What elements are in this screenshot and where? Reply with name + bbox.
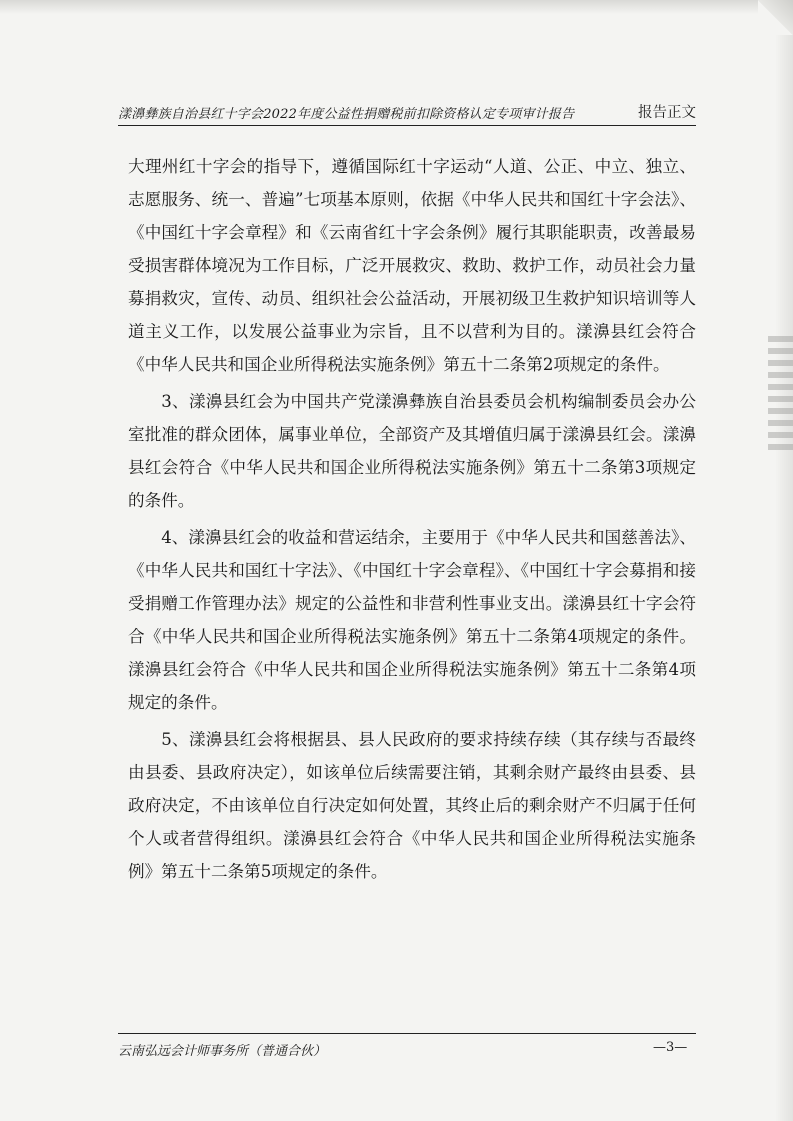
- section-label: 报告正文: [638, 105, 696, 121]
- page-corner-fold: [758, 0, 793, 35]
- page-header: [118, 101, 696, 123]
- scan-right-edge: [775, 0, 793, 1121]
- report-body: [128, 150, 696, 888]
- paragraph-item-4: 4、漾濞县红会的收益和营运结余，主要用于《中华人民共和国慈善法》、《中华人民共和国红十字法》、《中国红十字会章程》、《中国红十字会募捐和接受捐赠工作管理办法》规定的公益性和非营利性事业支出。漾濞县红十字会符合《中华人民共和国企业所得税法实施条例》第五十二条第4项规定的条件。漾濞县红会符合《中华人民共和国企业所得税法实施条例》第五十二条第4项规定的条件。: [128, 528, 696, 712]
- footer-divider: [118, 1033, 696, 1034]
- paragraph-item-5: 5、漾濞县红会将根据县、县人民政府的要求持续存续（其存续与否最终由县委、县政府决定），如该单位后续需要注销，其剩余财产最终由县委、县政府决定，不由该单位自行决定如何处置，其终止后的剩余财产不归属于任何个人或者营得组织。漾濞县红会符合《中华人民共和国企业所得税法实施条例》第五十二条第5项规定的条件。: [128, 730, 696, 881]
- paragraph-item-3: 3、漾濞县红会为中国共产党漾濞彝族自治县委员会机构编制委员会办公室批准的群众团体，属事业单位，全部资产及其增值归属于漾濞县红会。漾濞县红会符合《中华人民共和国企业所得税法实施条例》第五十二条第3项规定的条件。: [128, 392, 696, 510]
- scan-top-edge: [0, 0, 793, 14]
- header-divider: [118, 125, 696, 126]
- report-title: 漾濞彝族自治县红十字会2022年度公益性捐赠税前扣除资格认定专项审计报告: [118, 107, 575, 122]
- page-number: —3—: [653, 1040, 688, 1055]
- paragraph-continued: 大理州红十字会的指导下，遵循国际红十字运动“人道、公正、中立、独立、志愿服务、统一、普遍”七项基本原则，依据《中华人民共和国红十字会法》、《中国红十字会章程》和《云南省红十字会条例》履行其职能职责，改善最易受损害群体境况为工作目标，广泛开展救灾、救助、救护工作，动员社会力量募捐救灾，宣传、动员、组织社会公益活动，开展初级卫生救护知识培训等人道主义工作，以发展公益事业为宗旨，且不以营利为目的。漾濞县红会符合《中华人民共和国企业所得税法实施条例》第五十二条第2项规定的条件。: [128, 157, 696, 374]
- firm-name: 云南弘远会计师事务所（普通合伙）: [118, 1044, 327, 1059]
- seal-bleed-through: [768, 330, 793, 480]
